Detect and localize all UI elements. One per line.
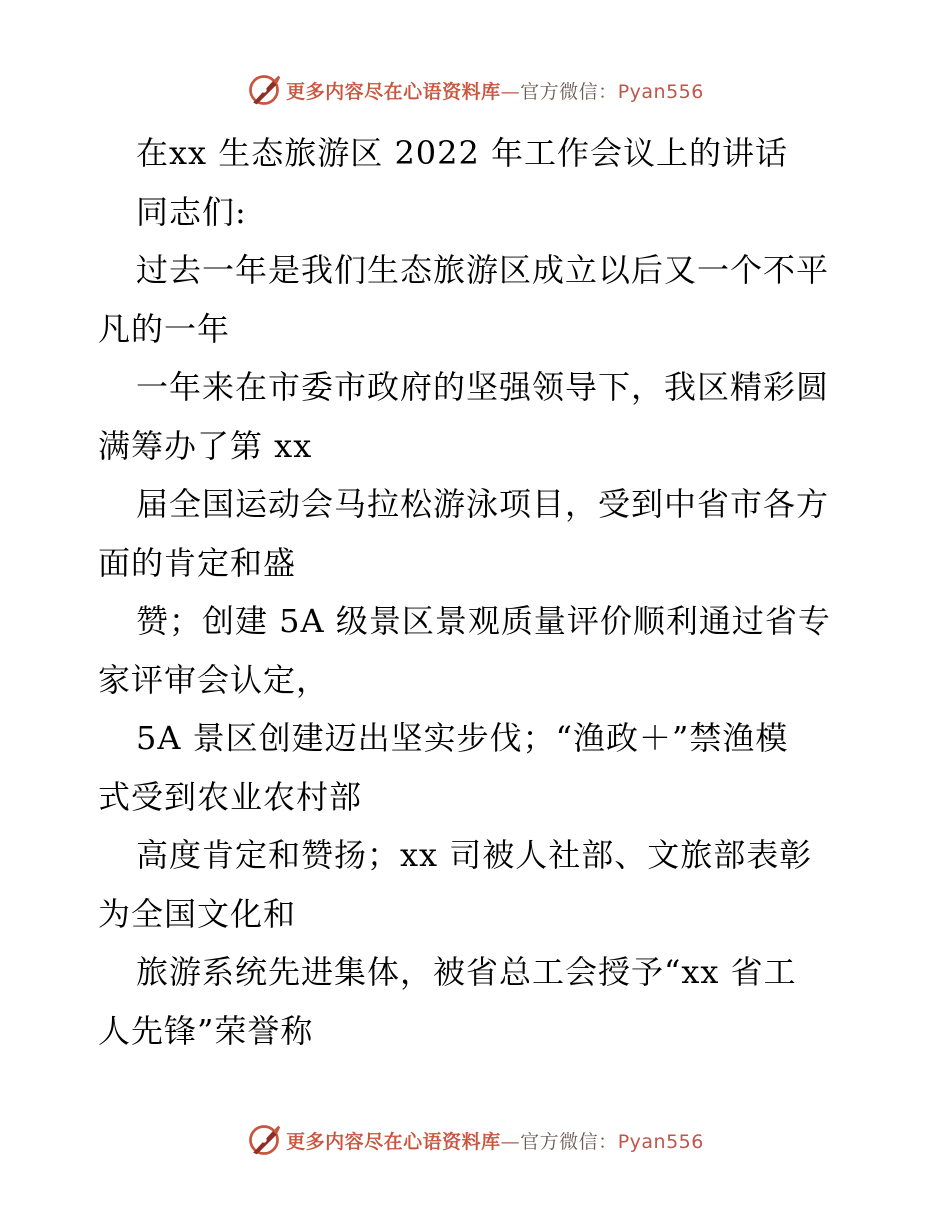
- footer-brand-text: 更多内容尽在心语资料库: [286, 1130, 501, 1153]
- header-banner-text: [286, 77, 704, 104]
- paragraph-line: 赞；创建 5A 级景区景观质量评价顺利通过省专: [136, 602, 831, 640]
- footer-banner-text: [286, 1127, 704, 1154]
- header-dash: —: [500, 80, 521, 103]
- footer-banner: [0, 1120, 950, 1160]
- paragraph-line: 家评审会认定，: [98, 660, 330, 699]
- header-wechat-id: Pyan556: [617, 80, 704, 103]
- paragraph-line: 式受到农业农村部: [98, 777, 363, 816]
- pen-nib-logo-icon: [246, 1122, 282, 1158]
- paragraph-line: 届全国运动会马拉松游泳项目，受到中省市各方: [136, 485, 830, 523]
- header-banner: [0, 70, 950, 110]
- pen-nib-logo-icon: [246, 72, 282, 108]
- paragraph-line: 高度肯定和赞扬；xx 司被人社部、文旅部表彰: [136, 836, 813, 874]
- header-official-label: 官方微信：: [520, 80, 618, 103]
- footer-official-label: 官方微信：: [520, 1130, 618, 1153]
- paragraph-line: 过去一年是我们生态旅游区成立以后又一个不平: [136, 251, 830, 289]
- header-brand-text: 更多内容尽在心语资料库: [286, 80, 501, 103]
- paragraph-line: 一年来在市委市政府的坚强领导下，我区精彩圆: [136, 368, 830, 406]
- paragraph-line: 人先锋”荣誉称: [98, 1011, 314, 1050]
- paragraph-line: 凡的一年: [98, 309, 231, 348]
- paragraph-line: 旅游系统先进集体，被省总工会授予“xx 省工: [136, 953, 797, 991]
- document-title: 在xx 生态旅游区 2022 年工作会议上的讲话: [136, 134, 789, 172]
- footer-dash: —: [500, 1130, 521, 1153]
- salutation: 同志们:: [136, 192, 247, 231]
- paragraph-line: 满筹办了第 xx: [98, 426, 313, 465]
- paragraph-line: 为全国文化和: [98, 894, 297, 933]
- footer-wechat-id: Pyan556: [617, 1130, 704, 1153]
- document-body: [98, 124, 858, 1060]
- paragraph-line: 面的肯定和盛: [98, 543, 297, 582]
- paragraph-line: 5A 景区创建迈出坚实步伐；“渔政＋”禁渔模: [136, 719, 789, 757]
